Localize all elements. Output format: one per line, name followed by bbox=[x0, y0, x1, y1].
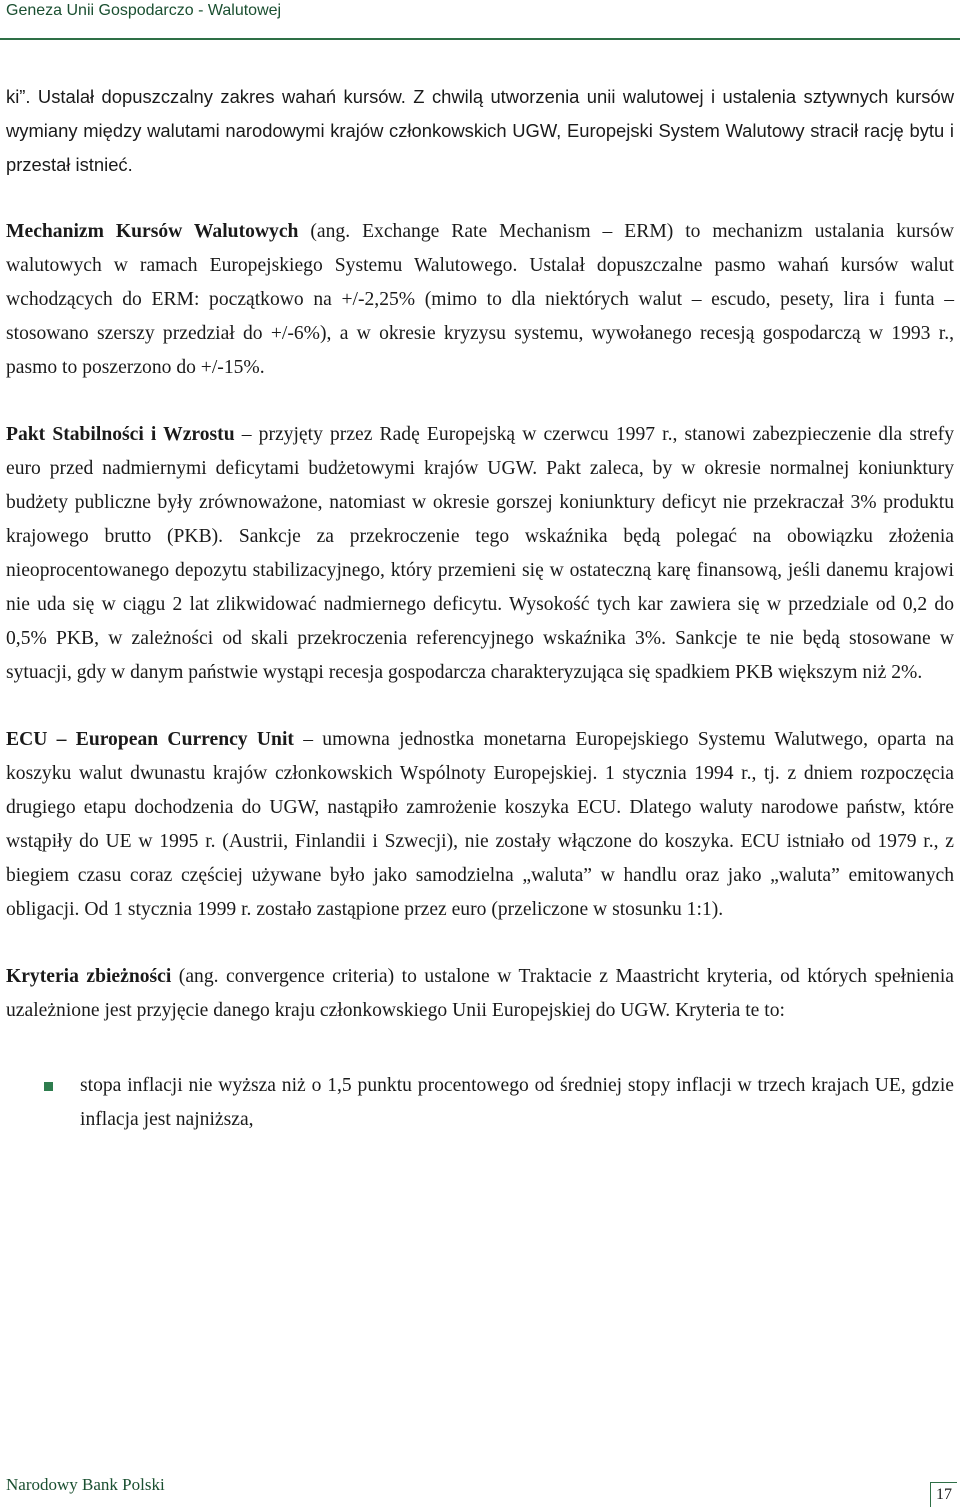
page-number: 17 bbox=[930, 1482, 957, 1507]
term-kryteria: Kryteria zbieżności bbox=[6, 966, 172, 987]
criteria-list bbox=[6, 1069, 954, 1137]
term-erm: Mechanizm Kursów Walutowych bbox=[6, 221, 299, 242]
definition-erm: (ang. Exchange Rate Mechanism – ERM) to mechanizm ustalania kursów walutowych w ramach Europejskiego Systemu Walutowego. Ustalał dopuszczalne pasmo wahań kursów walut wchodzących do ERM: początkowo na +/-2,25% (mimo to dla niektórych walut – escudo, pesety, lira i funta – stosowano szerszy przedział do +/-6%), a w okresie kryzysu systemu, wywołanego recesją gospodarczą w 1993 r., pasmo to poszerzono do +/-15%. bbox=[6, 221, 954, 378]
paragraph-kryteria bbox=[6, 960, 954, 1028]
paragraph-erm-intro: ki”. Ustalał dopuszczalny zakres wahań kursów. Z chwilą utworzenia unii walutowej i ustalenia sztywnych kursów wymiany między walutami narodowymi krajów członkowskich UGW, Europejski System Walutowy stracił rację bytu i przestał istnieć. bbox=[6, 86, 954, 175]
paragraph-pakt bbox=[6, 418, 954, 690]
term-pakt: Pakt Stabilności i Wzrostu bbox=[6, 424, 235, 445]
paragraph-ecu bbox=[6, 723, 954, 927]
definition-kryteria: (ang. convergence criteria) to ustalone w Traktacie z Maastricht kryteria, od których spełnienia uzależnione jest przyjęcie danego kraju członkowskiego Unii Europejskiej do UGW. Kryteria te to: bbox=[6, 966, 954, 1021]
definition-pakt: – przyjęty przez Radę Europejską w czerwcu 1997 r., stanowi zabezpieczenie dla strefy euro przed nadmiernymi deficytami budżetowymi krajów UGW. Pakt zaleca, by w okresie normalnej koniunktury budżety publiczne były zrównoważone, natomiast w okresie gorszej koniunktury deficyt nie przekraczał 3% produktu krajowego brutto (PKB). Sankcje za przekroczenie tego wskaźnika będą polegać na obowiązku złożenia nieoprocentowanego depozytu stabilizacyjnego, który przemieni się w ostateczną karę finansową, jeśli danemu krajowi nie uda się w ciągu 2 lat zlikwidować nadmiernego deficytu. Wysokość tych kar zawiera się w przedziale od 0,2 do 0,5% PKB, w zależności od skali przekroczenia referencyjnego wskaźnika 3%. Sankcje te nie będą stosowane w sytuacji, gdy w danym państwie wystąpi recesja gospodarcza charakteryzująca się spadkiem PKB większym niż 2%. bbox=[6, 424, 954, 683]
list-item bbox=[6, 1069, 954, 1137]
header-rule bbox=[0, 38, 960, 40]
page-body bbox=[6, 80, 954, 1137]
footer-publisher: Narodowy Bank Polski bbox=[6, 1475, 165, 1494]
square-bullet-icon bbox=[44, 1082, 53, 1091]
definition-ecu: – umowna jednostka monetarna Europejskiego Systemu Walutwego, oparta na koszyku walut dwunastu krajów członkowskich Wspólnoty Europejskiej. 1 stycznia 1994 r., tj. z dniem rozpoczęcia drugiego etapu dochodzenia do UGW, nastąpiło zamrożenie koszyka ECU. Dlatego waluty narodowe państw, które wstąpiły do UE w 1995 r. (Austrii, Finlandii i Szwecji), nie zostały włączone do koszyka. ECU istniało od 1979 r., z biegiem czasu coraz częściej używane było jako samodzielna „waluta” w handlu oraz jako „waluta” emitowanych obligacji. Od 1 stycznia 1999 r. zostało zastąpione przez euro (przeliczone w stosunku 1:1). bbox=[6, 729, 955, 920]
list-item-text: stopa inflacji nie wyższa niż o 1,5 punktu procentowego od średniej stopy inflacji w trzech krajach UE, gdzie inflacja jest najniższa, bbox=[80, 1075, 954, 1130]
paragraph-erm bbox=[6, 215, 954, 385]
term-ecu: ECU – European Currency Unit bbox=[6, 729, 294, 750]
running-header: Geneza Unii Gospodarczo - Walutowej bbox=[6, 2, 282, 19]
